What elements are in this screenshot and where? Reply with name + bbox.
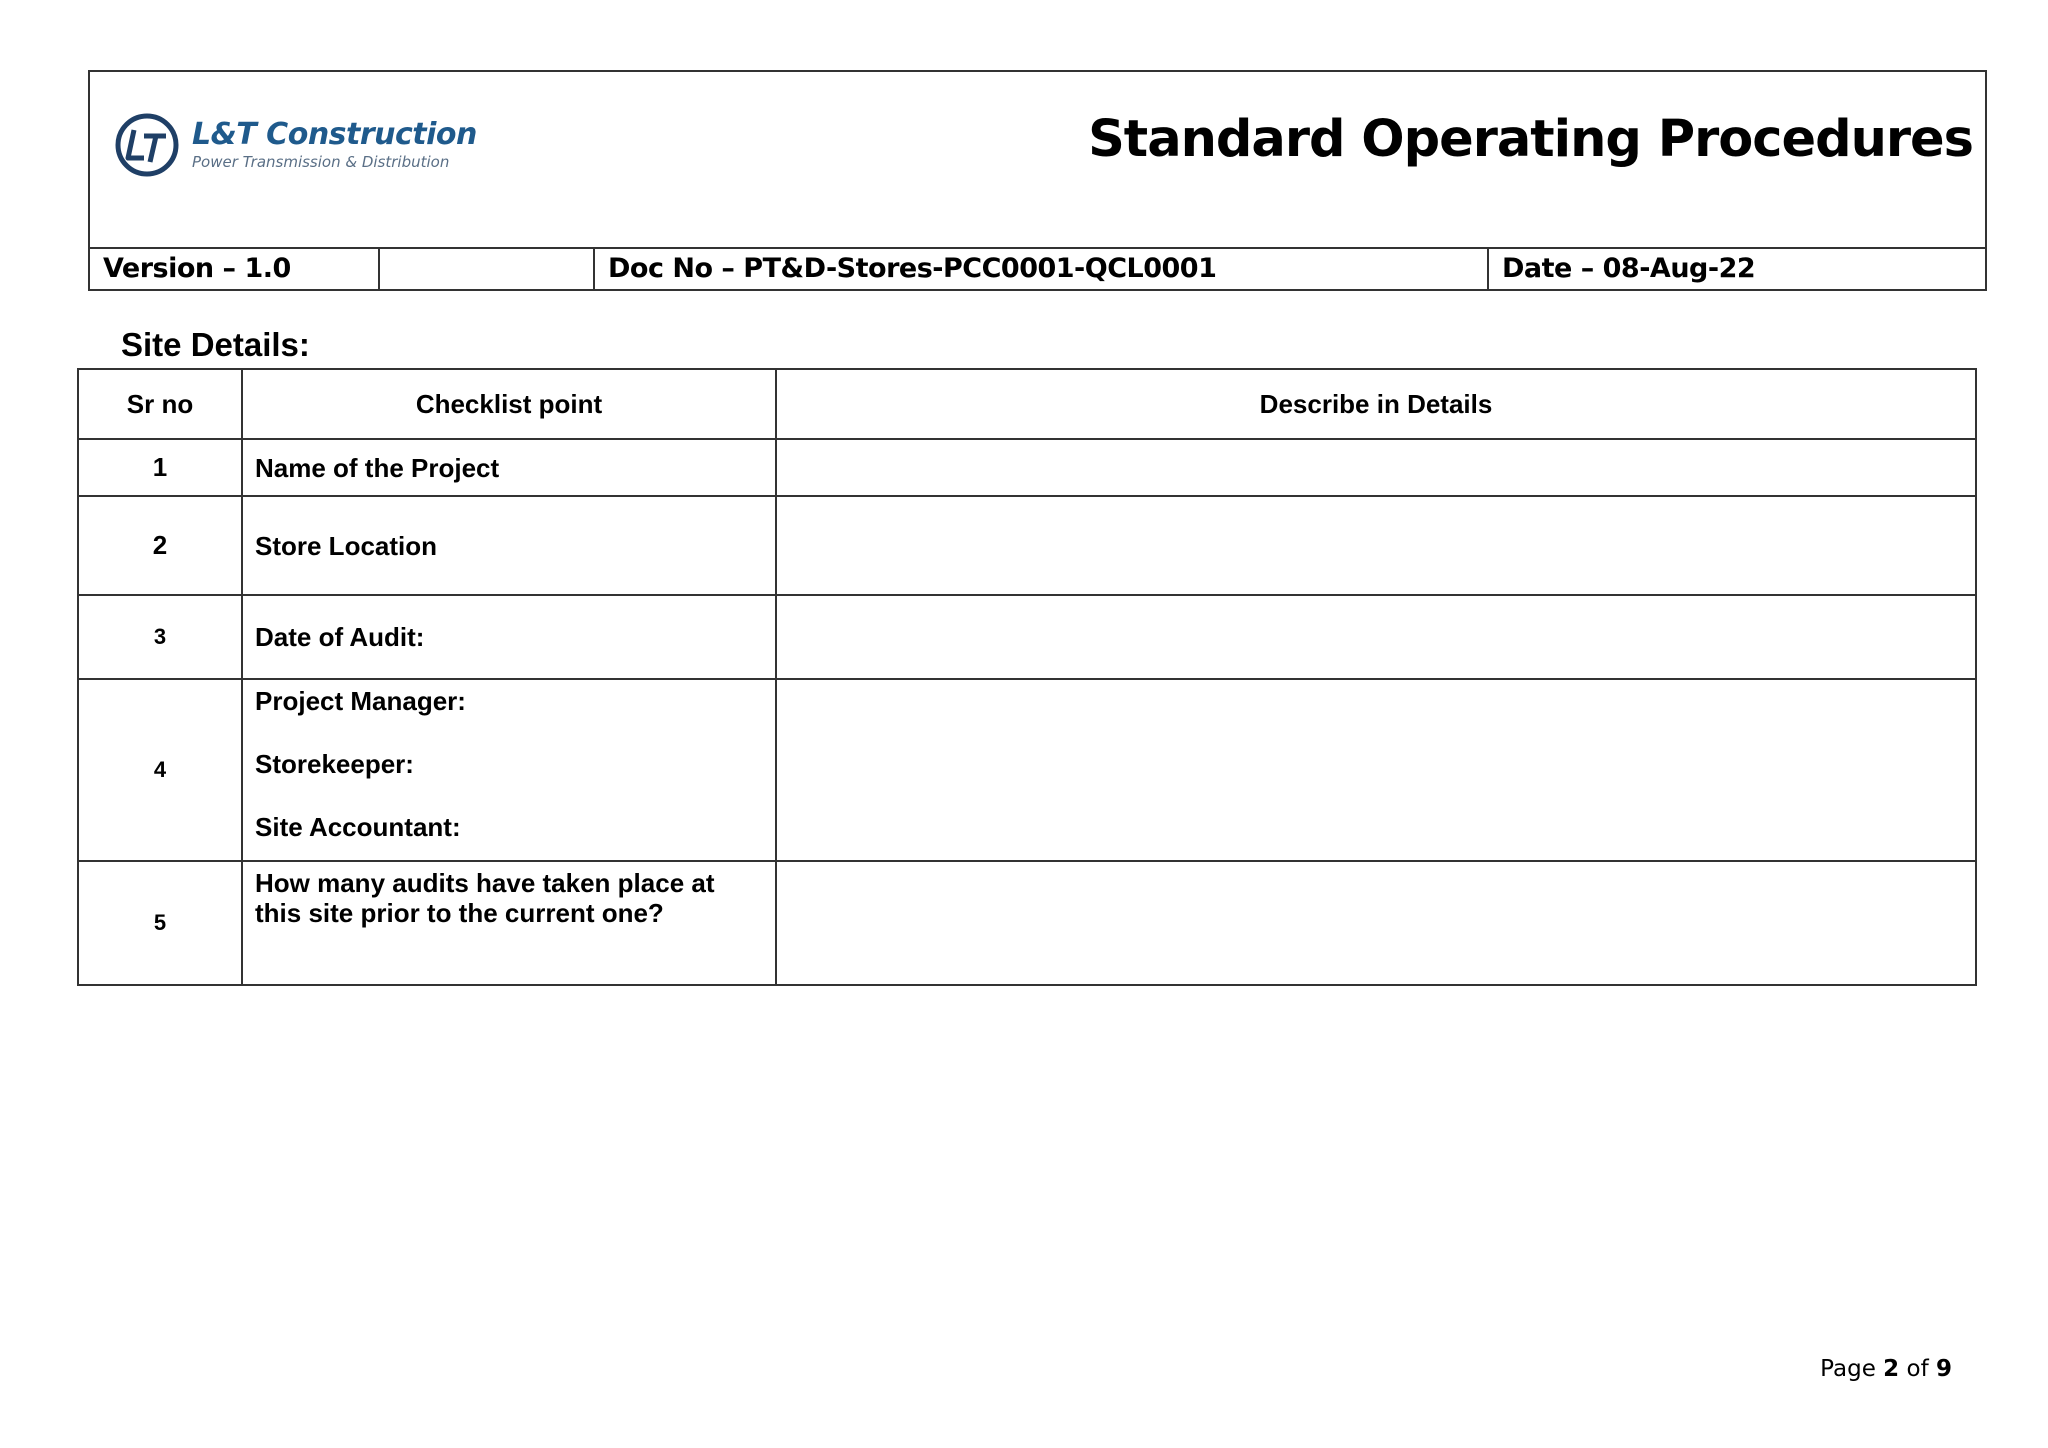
page-number <box>1820 1356 1952 1382</box>
company-logo <box>114 90 574 200</box>
document-header <box>88 70 1987 291</box>
row-checklist-point <box>242 679 776 861</box>
page-total: 9 <box>1935 1356 1952 1382</box>
logo-text <box>192 118 477 172</box>
row-detail-cell[interactable] <box>776 679 1976 861</box>
doc-number-cell: Doc No – PT&D-Stores-PCC0001-QCL0001 <box>595 247 1489 289</box>
page-current: 2 <box>1883 1356 1900 1382</box>
logo-company-name: L&T Construction <box>192 117 477 152</box>
row-detail-cell[interactable] <box>776 861 1976 985</box>
version-cell: Version – 1.0 <box>90 247 380 289</box>
site-details-table <box>77 368 1977 986</box>
checklist-point-text: Date of Audit: <box>255 622 425 652</box>
checklist-point-project-manager: Project Manager: <box>255 686 466 716</box>
row-checklist-point <box>242 439 776 496</box>
row-sr-number: 2 <box>78 496 242 595</box>
column-header-checklist-point: Checklist point <box>242 369 776 439</box>
row-sr-number: 5 <box>78 861 242 985</box>
date-cell: Date – 08-Aug-22 <box>1502 252 1756 284</box>
checklist-point-text: How many audits have taken place at this site prior to the current one? <box>255 868 715 928</box>
table-row <box>78 496 1976 595</box>
row-detail-cell[interactable] <box>776 496 1976 595</box>
row-checklist-point <box>242 595 776 679</box>
table-header-row <box>78 369 1976 439</box>
section-title: Site Details: <box>121 326 310 363</box>
page-label: Page <box>1820 1356 1876 1382</box>
checklist-point-storekeeper: Storekeeper: <box>255 749 414 779</box>
row-sr-number: 4 <box>78 679 242 861</box>
document-title: Standard Operating Procedures <box>1088 110 1973 169</box>
table-row <box>78 679 1976 861</box>
table-row <box>78 861 1976 985</box>
column-header-sr-no: Sr no <box>78 369 242 439</box>
table-row <box>78 439 1976 496</box>
blank-cell <box>380 247 595 289</box>
row-sr-number: 1 <box>78 439 242 496</box>
header-top <box>90 72 1985 249</box>
row-checklist-point <box>242 861 776 985</box>
row-sr-number: 3 <box>78 595 242 679</box>
row-detail-cell[interactable] <box>776 439 1976 496</box>
checklist-point-site-accountant: Site Accountant: <box>255 812 461 842</box>
page-of: of <box>1906 1356 1929 1382</box>
column-header-describe: Describe in Details <box>776 369 1976 439</box>
table-row <box>78 595 1976 679</box>
lt-logo-icon <box>114 112 180 178</box>
header-meta-row <box>90 247 1985 289</box>
row-detail-cell[interactable] <box>776 595 1976 679</box>
row-checklist-point <box>242 496 776 595</box>
checklist-point-text: Store Location <box>255 530 438 561</box>
checklist-point-text: Name of the Project <box>255 452 500 483</box>
logo-company-subtitle: Power Transmission & Distribution <box>192 153 450 171</box>
